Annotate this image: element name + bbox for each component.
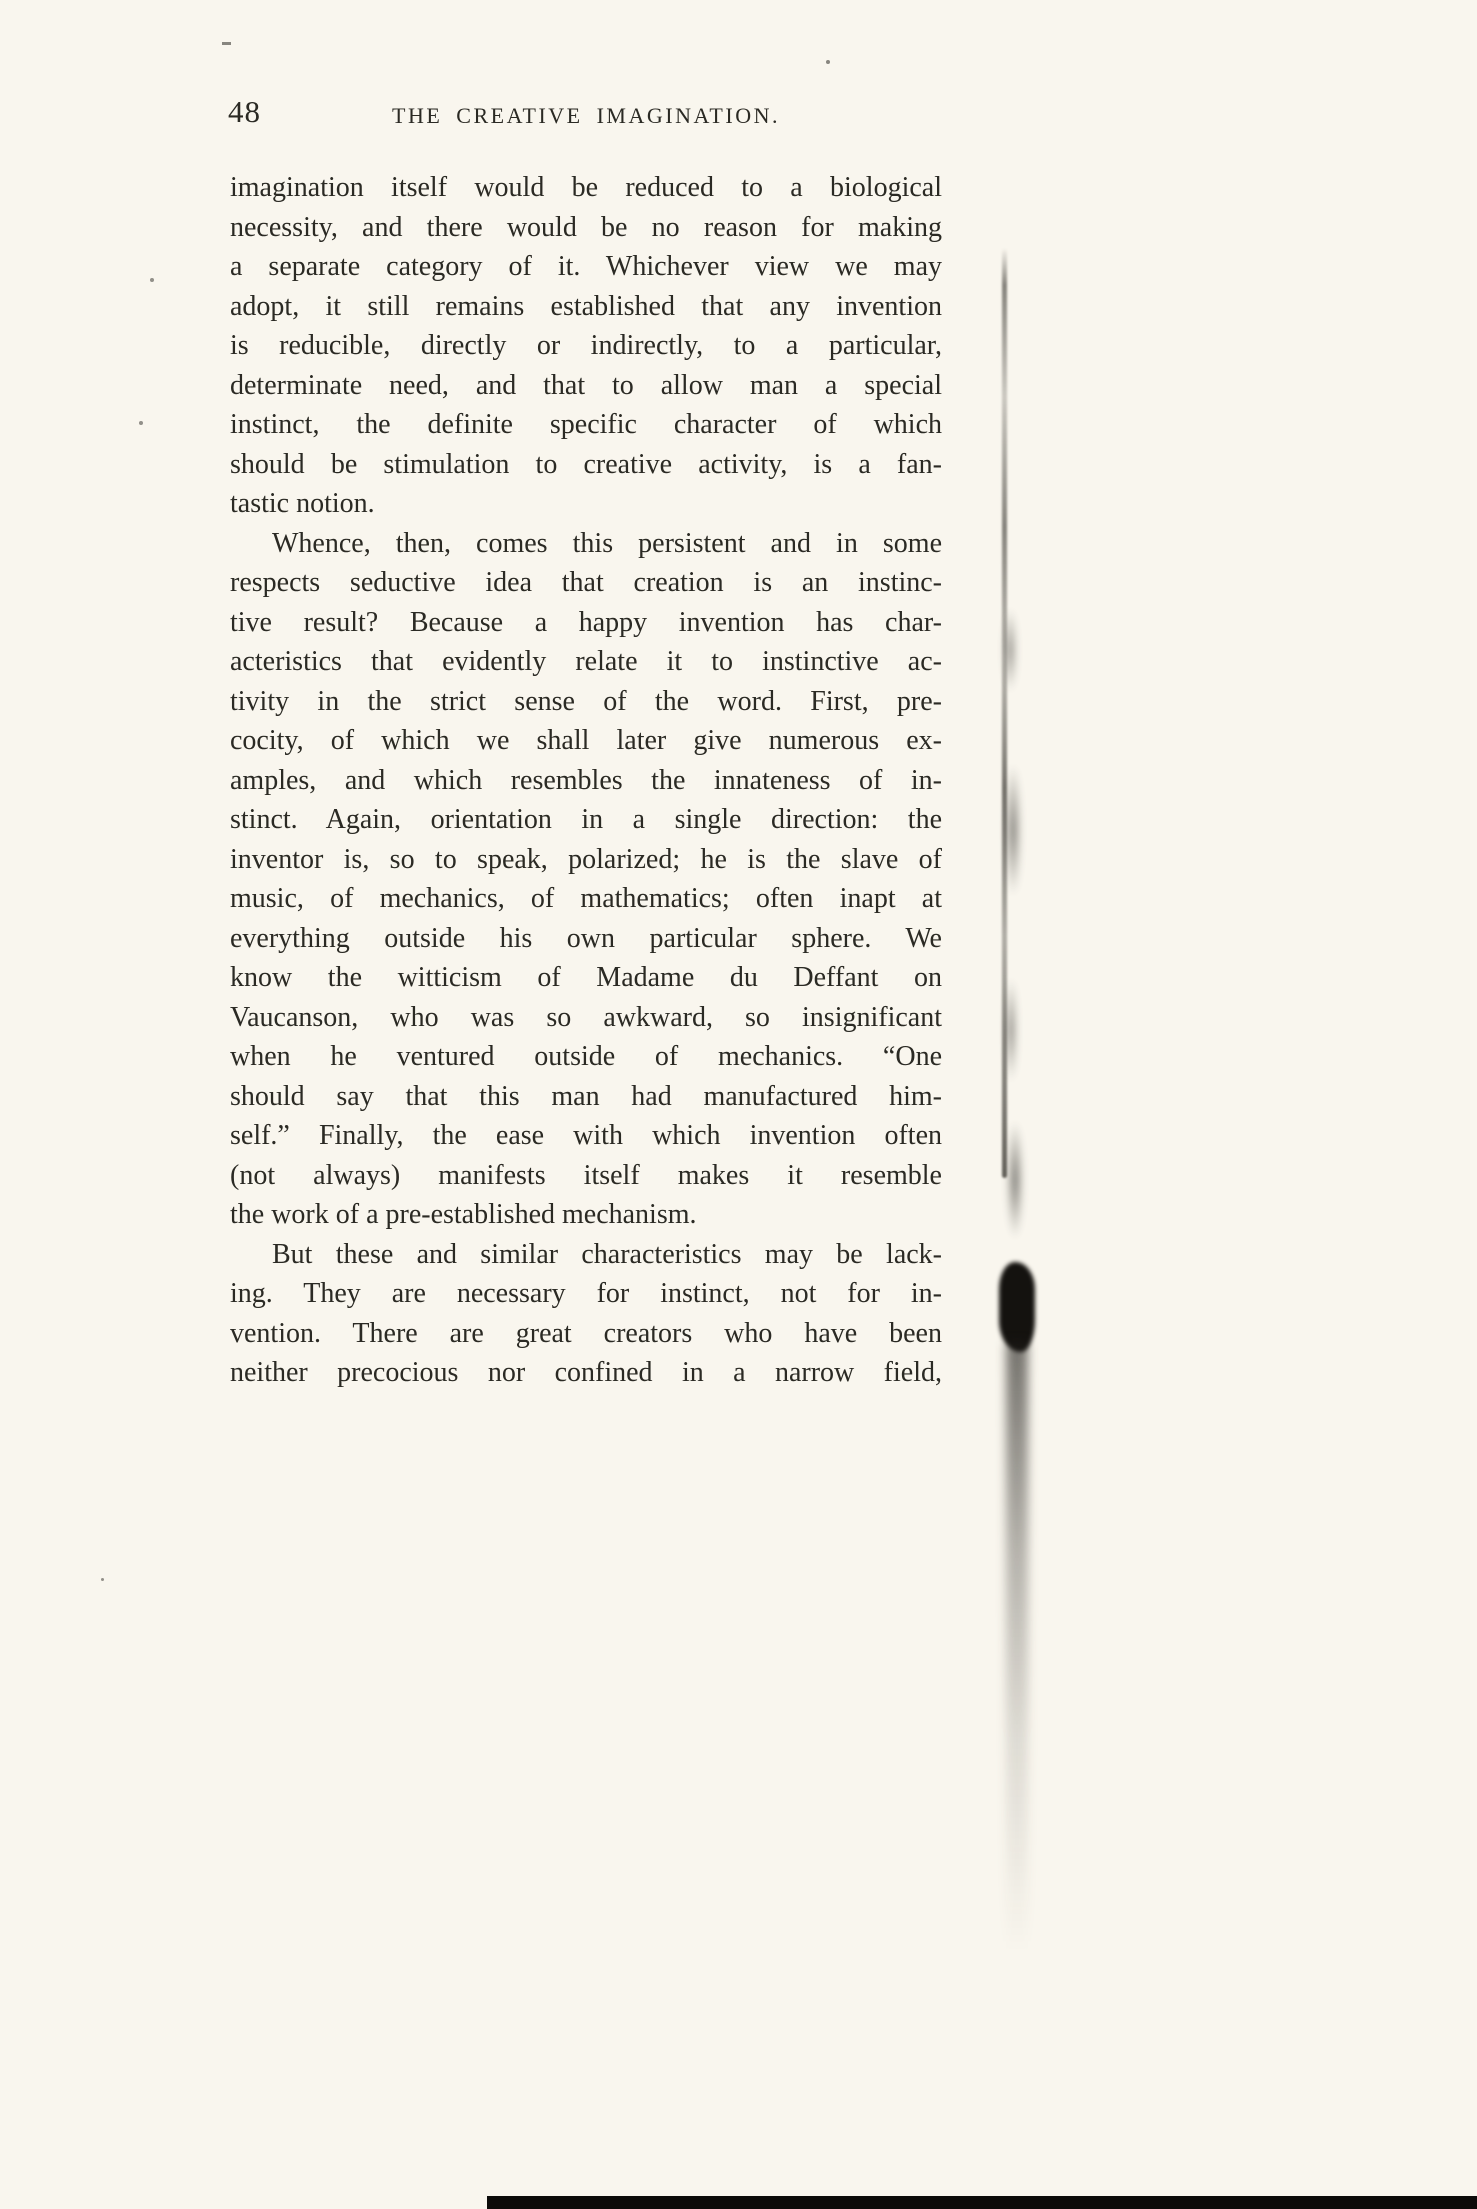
- text-line: acteristics that evidently relate it to instinctive ac-: [230, 646, 942, 677]
- text-line: know the witticism of Madame du Deffant on: [230, 962, 942, 993]
- text-line: should say that this man had manufactured him-: [230, 1080, 942, 1112]
- scan-speck-artifact: [139, 421, 143, 425]
- text-line: tastic notion.: [230, 488, 375, 519]
- text-line: tivity in the strict sense of the word. First, pre-: [230, 685, 942, 717]
- text-line: neither precocious nor confined in a narrow field,: [230, 1357, 942, 1388]
- text-line: tive result? Because a happy invention has char-: [230, 606, 942, 638]
- running-header: THE CREATIVE IMAGINATION.: [392, 103, 780, 128]
- scan-dash-artifact: [222, 42, 231, 45]
- text-line: is reducible, directly or indirectly, to a particular,: [230, 330, 942, 361]
- text-line: Whence, then, comes this persistent and in some: [272, 527, 942, 559]
- text-line: But these and similar characteristics may be lack-: [272, 1238, 942, 1270]
- scan-gutter-line-artifact: [1002, 248, 1007, 1178]
- text-line: imagination itself would be reduced to a biological: [230, 172, 942, 203]
- scan-ink-blob-artifact: [999, 1262, 1035, 1352]
- text-line: cocity, of which we shall later give numerous ex-: [230, 725, 942, 756]
- text-line: stinct. Again, orientation in a single direction: the: [230, 804, 942, 835]
- page-number: 48: [228, 94, 261, 129]
- page-body: [230, 168, 942, 1393]
- text-line: determinate need, and that to allow man a special: [230, 369, 942, 401]
- text-line: when he ventured outside of mechanics. “One: [230, 1041, 942, 1072]
- text-line: ing. They are necessary for instinct, not for in-: [230, 1278, 942, 1309]
- text-line: respects seductive idea that creation is an instinc-: [230, 567, 942, 598]
- text-line: adopt, it still remains established that any invention: [230, 290, 942, 322]
- text-line: should be stimulation to creative activity, is a fan-: [230, 448, 942, 480]
- text-line: a separate category of it. Whichever view we may: [230, 251, 942, 282]
- text-line: instinct, the definite specific character of which: [230, 409, 942, 440]
- text-line: necessity, and there would be no reason for making: [230, 211, 942, 243]
- scan-speck-artifact: [150, 278, 154, 282]
- text-line: amples, and which resembles the innateness of in-: [230, 764, 942, 796]
- text-line: Vaucanson, who was so awkward, so insignificant: [230, 1001, 942, 1033]
- scan-dot-artifact: [826, 60, 830, 64]
- scan-bottom-bar-artifact: [487, 2196, 1477, 2209]
- text-line: self.” Finally, the ease with which invention often: [230, 1120, 942, 1151]
- text-line: inventor is, so to speak, polarized; he is the slave of: [230, 843, 942, 875]
- text-line: (not always) manifests itself makes it resemble: [230, 1159, 942, 1191]
- text-line: everything outside his own particular sphere. We: [230, 922, 942, 954]
- scan-gutter-tail-artifact: [1006, 1342, 1028, 1952]
- text-line: vention. There are great creators who have been: [230, 1317, 942, 1349]
- scan-gutter-smudge-artifact: [1000, 600, 1034, 1280]
- text-line: the work of a pre-established mechanism.: [230, 1199, 697, 1230]
- scan-speck-artifact: [101, 1578, 104, 1581]
- text-line: music, of mechanics, of mathematics; often inapt at: [230, 883, 942, 914]
